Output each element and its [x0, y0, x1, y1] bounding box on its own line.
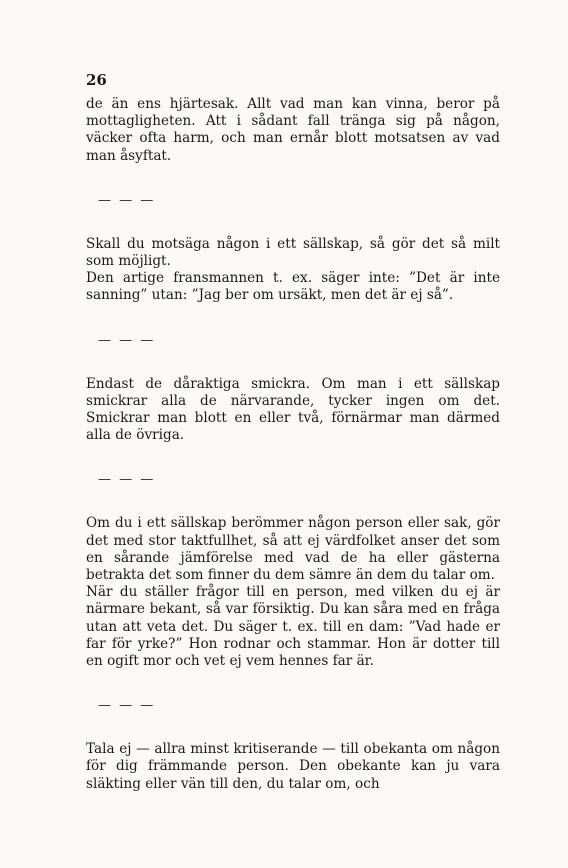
section-separator-4: — — —	[98, 698, 156, 714]
section-separator-3: — — —	[98, 472, 156, 488]
book-page	[86, 70, 500, 793]
paragraph-3: Den artige fransmannen t. ex. säger inte: ”Det är inte sanning” utan: ”Jag ber om ursäkt, men det är ej så”.	[86, 270, 500, 304]
paragraph-1: de än ens hjärtesak. Allt vad man kan vinna, beror på mottagligheten. Att i sådant fall tränga sig på någon, väcker ofta harm, och man ernår blott motsatsen av vad man åsyftat.	[86, 96, 500, 164]
paragraph-7: Tala ej — allra minst kritiserande — till obekanta om någon för dig främmande person. Den obekante kan ju vara släkting eller vän till den, du talar om, och	[86, 741, 500, 792]
section-separator-1: — — —	[98, 192, 156, 208]
page-number: 26	[86, 71, 107, 89]
paragraph-4: Endast de dåraktiga smickra. Om man i ett sällskap smickrar alla de närvarande, tycker ingen om det. Smickrar man blott en eller två, förnärmar man därmed alla de övriga.	[86, 375, 500, 444]
paragraph-6: När du ställer frågor till en person, med vilken du ej är närmare bekant, så var försiktig. Du kan såra med en fråga utan att veta det. Du säger t. ex. till en dam: ”Vad hade er far för yrke?” Hon rodnar och stammar. Hon är dotter till en ogift mor och vet ej vem hennes far är.	[86, 584, 500, 670]
paragraph-2: Skall du motsäga någon i ett sällskap, så gör det så milt som möjligt.	[86, 235, 500, 270]
section-separator-2: — — —	[98, 332, 156, 348]
paragraph-5: Om du i ett sällskap berömmer någon person eller sak, gör det med stor taktfullhet, så att ej värdfolket anser det som en sårande jämförelse med vad de ha eller gästerna betrakta det som finner du dem sämre än dem du talar om.	[86, 515, 500, 584]
